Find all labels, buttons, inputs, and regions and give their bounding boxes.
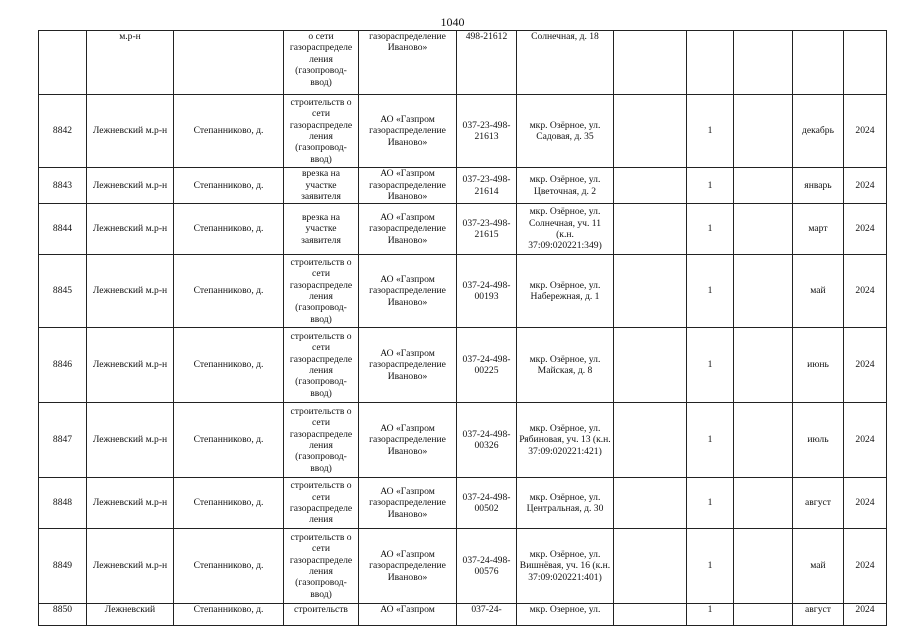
organization-cell: газораспределение Иваново» [359,31,457,95]
application-code-cell: 037-24-498-00576 [457,529,517,604]
year-cell: 2024 [844,478,887,529]
row-number-cell: 8845 [39,255,87,328]
count-cell: 1 [687,95,734,168]
locality-cell [174,31,284,95]
district-cell: Лежневский м.р-н [87,255,174,328]
table-row [39,168,887,204]
locality-cell: Степанниково, д. [174,604,284,626]
application-code-cell: 037-23-498-21615 [457,204,517,255]
year-cell: 2024 [844,403,887,478]
organization-cell: АО «Газпром газораспределение Иваново» [359,478,457,529]
count-cell [687,31,734,95]
registry-table [38,30,887,626]
year-cell [844,31,887,95]
locality-cell: Степанниково, д. [174,529,284,604]
row-number-cell [39,31,87,95]
table-row [39,204,887,255]
count-cell: 1 [687,403,734,478]
district-cell: Лежневский м.р-н [87,168,174,204]
row-number-cell: 8846 [39,328,87,403]
table-row [39,95,887,168]
year-cell: 2024 [844,328,887,403]
district-cell: Лежневский м.р-н [87,204,174,255]
application-code-cell: 037-24-498-00326 [457,403,517,478]
address-cell: мкр. Озёрное, ул. Садовая, д. 35 [517,95,614,168]
work-type-cell: о сети газораспределе ления (газопровод-ввод) [284,31,359,95]
extra-cell-cell [734,31,793,95]
address-cell: мкр. Озёрное, ул. Цветочная, д. 2 [517,168,614,204]
extra-cell-cell [734,604,793,626]
address-cell: мкр. Озёрное, ул. Майская, д. 8 [517,328,614,403]
table-row [39,255,887,328]
address-cell: мкр. Озёрное, ул. Набережная, д. 1 [517,255,614,328]
extra-cell-cell [614,328,687,403]
work-type-cell: строительств о сети газораспределе ления (газопровод-ввод) [284,255,359,328]
locality-cell: Степанниково, д. [174,204,284,255]
table-row [39,403,887,478]
district-cell: Лежневский м.р-н [87,328,174,403]
district-cell: м.р-н [87,31,174,95]
month-cell: март [793,204,844,255]
month-cell: май [793,255,844,328]
year-cell: 2024 [844,95,887,168]
organization-cell: АО «Газпром газораспределение Иваново» [359,403,457,478]
extra-cell-cell [734,168,793,204]
month-cell: июнь [793,328,844,403]
locality-cell: Степанниково, д. [174,478,284,529]
count-cell: 1 [687,604,734,626]
extra-cell-cell [614,529,687,604]
year-cell: 2024 [844,604,887,626]
extra-cell-cell [614,204,687,255]
extra-cell-cell [734,95,793,168]
extra-cell-cell [734,328,793,403]
application-code-cell: 037-24-498-00225 [457,328,517,403]
address-cell: Солнечная, д. 18 [517,31,614,95]
work-type-cell: строительств [284,604,359,626]
organization-cell: АО «Газпром [359,604,457,626]
month-cell: май [793,529,844,604]
month-cell [793,31,844,95]
locality-cell: Степанниково, д. [174,403,284,478]
page-number: 1040 [440,15,465,29]
work-type-cell: строительств о сети газораспределе ления [284,478,359,529]
extra-cell-cell [614,168,687,204]
month-cell: август [793,478,844,529]
month-cell: июль [793,403,844,478]
district-cell: Лежневский м.р-н [87,478,174,529]
locality-cell: Степанниково, д. [174,328,284,403]
application-code-cell: 037-24- [457,604,517,626]
table-row [39,478,887,529]
extra-cell-cell [734,204,793,255]
organization-cell: АО «Газпром газораспределение Иваново» [359,95,457,168]
table-row [39,604,887,626]
table-row [39,328,887,403]
month-cell: август [793,604,844,626]
extra-cell-cell [734,255,793,328]
district-cell: Лежневский [87,604,174,626]
row-number-cell: 8842 [39,95,87,168]
extra-cell-cell [734,529,793,604]
application-code-cell: 037-24-498-00193 [457,255,517,328]
count-cell: 1 [687,529,734,604]
count-cell: 1 [687,255,734,328]
address-cell: мкр. Озерное, ул. [517,604,614,626]
work-type-cell: строительств о сети газораспределе ления (газопровод-ввод) [284,529,359,604]
extra-cell-cell [614,478,687,529]
application-code-cell: 498-21612 [457,31,517,95]
organization-cell: АО «Газпром газораспределение Иваново» [359,204,457,255]
extra-cell-cell [614,95,687,168]
locality-cell: Степанниково, д. [174,95,284,168]
extra-cell-cell [614,604,687,626]
organization-cell: АО «Газпром газораспределение Иваново» [359,529,457,604]
year-cell: 2024 [844,204,887,255]
application-code-cell: 037-24-498-00502 [457,478,517,529]
address-cell: мкр. Озёрное, ул. Солнечная, уч. 11 (к.н. 37:09:020221:349) [517,204,614,255]
year-cell: 2024 [844,529,887,604]
row-number-cell: 8849 [39,529,87,604]
table-row [39,31,887,95]
locality-cell: Степанниково, д. [174,255,284,328]
table-row [39,529,887,604]
extra-cell-cell [614,403,687,478]
application-code-cell: 037-23-498-21614 [457,168,517,204]
extra-cell-cell [734,478,793,529]
organization-cell: АО «Газпром газораспределение Иваново» [359,255,457,328]
work-type-cell: врезка на участке заявителя [284,204,359,255]
district-cell: Лежневский м.р-н [87,95,174,168]
organization-cell: АО «Газпром газораспределение Иваново» [359,168,457,204]
month-cell: декабрь [793,95,844,168]
row-number-cell: 8847 [39,403,87,478]
address-cell: мкр. Озёрное, ул. Центральная, д. 30 [517,478,614,529]
count-cell: 1 [687,168,734,204]
address-cell: мкр. Озёрное, ул. Вишнёвая, уч. 16 (к.н. 37:09:020221:401) [517,529,614,604]
count-cell: 1 [687,328,734,403]
row-number-cell: 8850 [39,604,87,626]
row-number-cell: 8843 [39,168,87,204]
row-number-cell: 8848 [39,478,87,529]
application-code-cell: 037-23-498-21613 [457,95,517,168]
work-type-cell: врезка на участке заявителя [284,168,359,204]
work-type-cell: строительств о сети газораспределе ления (газопровод-ввод) [284,403,359,478]
locality-cell: Степанниково, д. [174,168,284,204]
district-cell: Лежневский м.р-н [87,403,174,478]
extra-cell-cell [734,403,793,478]
row-number-cell: 8844 [39,204,87,255]
count-cell: 1 [687,478,734,529]
month-cell: январь [793,168,844,204]
district-cell: Лежневский м.р-н [87,529,174,604]
year-cell: 2024 [844,168,887,204]
year-cell: 2024 [844,255,887,328]
address-cell: мкр. Озёрное, ул. Рябиновая, уч. 13 (к.н. 37:09:020221:421) [517,403,614,478]
count-cell: 1 [687,204,734,255]
organization-cell: АО «Газпром газораспределение Иваново» [359,328,457,403]
extra-cell-cell [614,31,687,95]
extra-cell-cell [614,255,687,328]
work-type-cell: строительств о сети газораспределе ления (газопровод-ввод) [284,328,359,403]
work-type-cell: строительств о сети газораспределе ления (газопровод-ввод) [284,95,359,168]
